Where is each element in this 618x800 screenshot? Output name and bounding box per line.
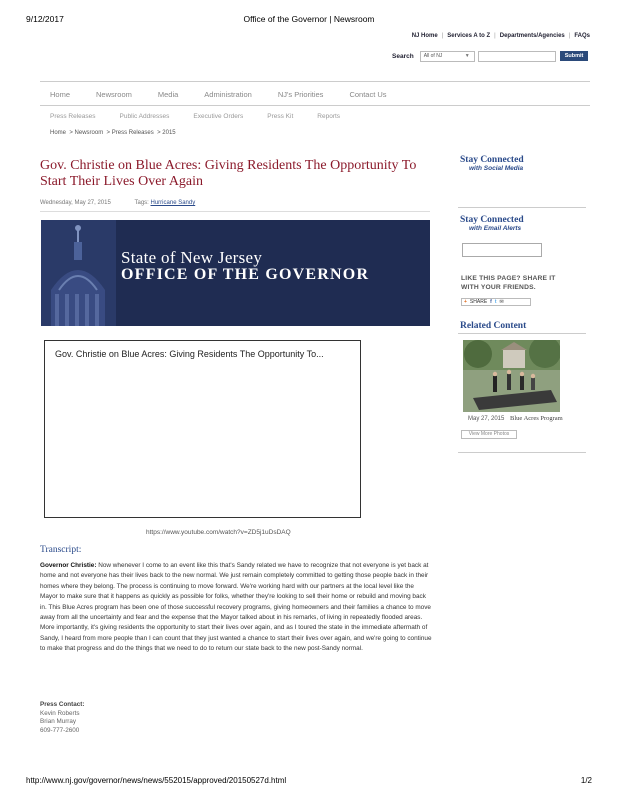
banner-office-name: OFFICE OF THE GOVERNOR xyxy=(121,266,370,283)
breadcrumb-press-releases[interactable]: Press Releases xyxy=(111,130,154,136)
utility-link-faqs[interactable]: FAQs xyxy=(574,33,590,39)
facebook-icon: f xyxy=(490,299,492,305)
breadcrumb-newsroom[interactable]: Newsroom xyxy=(74,130,104,136)
nav-top-divider xyxy=(40,81,590,82)
video-url[interactable]: https://www.youtube.com/watch?v=ZD5j1uDsDAQ xyxy=(146,529,291,536)
utility-link-services[interactable]: Services A to Z xyxy=(447,33,491,39)
share-prompt-line2: WITH YOUR FRIENDS. xyxy=(461,284,536,291)
nav-administration[interactable]: Administration xyxy=(204,90,252,99)
search-submit-button[interactable]: Submit xyxy=(560,51,589,61)
nav-nj-priorities[interactable]: NJ's Priorities xyxy=(277,90,324,99)
share-plus-icon: + xyxy=(464,299,467,305)
chevron-down-icon: ▼ xyxy=(464,52,470,59)
photo-caption xyxy=(468,415,563,422)
search-input[interactable] xyxy=(478,51,556,62)
email-signup-input[interactable] xyxy=(462,243,542,257)
breadcrumb: Home > Newsroom > Press Releases > 2015 xyxy=(50,130,176,136)
search-label: Search xyxy=(392,52,414,60)
nav-contact-us[interactable]: Contact Us xyxy=(349,90,387,99)
print-page-title: Office of the Governor | Newsroom xyxy=(243,14,375,24)
utility-nav: NJ Home | Services A to Z | Departments/Agencies | FAQs xyxy=(411,33,590,39)
social-heading: Stay Connected xyxy=(460,155,524,165)
sidebar-divider xyxy=(458,207,586,208)
utility-link-nj-home[interactable]: NJ Home xyxy=(411,33,438,39)
tag-link-hurricane-sandy[interactable]: Hurricane Sandy xyxy=(150,200,196,206)
search-bar xyxy=(392,50,588,62)
search-scope-value: All of NJ xyxy=(423,52,443,59)
governor-banner xyxy=(41,220,430,326)
article-date: Wednesday, May 27, 2015 xyxy=(40,200,111,206)
share-label: SHARE xyxy=(469,299,488,305)
nav-home[interactable]: Home xyxy=(50,90,71,99)
share-button[interactable] xyxy=(461,298,531,306)
video-embed[interactable] xyxy=(44,340,361,518)
related-divider xyxy=(458,333,586,334)
twitter-icon: t xyxy=(494,299,497,305)
video-title[interactable]: Gov. Christie on Blue Acres: Giving Residents The Opportunity To... xyxy=(55,349,324,359)
press-contact-name: Brian Murray xyxy=(40,718,77,726)
subnav-executive-orders[interactable]: Executive Orders xyxy=(193,113,244,120)
nav-bottom-divider xyxy=(40,105,590,106)
subnav-press-releases[interactable]: Press Releases xyxy=(50,113,96,120)
social-subheading: with Social Media xyxy=(469,165,524,172)
view-more-photos-button[interactable]: View More Photos xyxy=(461,430,517,439)
email-alerts-section xyxy=(460,215,524,232)
sidebar-bottom-divider xyxy=(458,452,586,453)
related-photo[interactable] xyxy=(463,340,560,412)
transcript-body xyxy=(40,561,432,655)
press-contact-name: Kevin Roberts xyxy=(40,709,80,717)
press-contact-phone: 609-777-2600 xyxy=(40,726,80,734)
transcript-heading: Transcript: xyxy=(40,545,82,555)
breadcrumb-home[interactable]: Home xyxy=(50,130,67,136)
photo-title[interactable]: Blue Acres Program xyxy=(510,415,563,422)
breadcrumb-year[interactable]: 2015 xyxy=(162,130,176,136)
nav-newsroom[interactable]: Newsroom xyxy=(96,90,132,99)
search-scope-select[interactable] xyxy=(420,51,475,62)
email-heading: Stay Connected xyxy=(460,215,524,225)
sub-nav xyxy=(50,113,364,120)
share-prompt-line1: LIKE THIS PAGE? SHARE IT xyxy=(461,275,556,282)
press-contact-heading: Press Contact: xyxy=(40,701,85,708)
email-share-icon: ✉ xyxy=(499,299,504,305)
photo-date: May 27, 2015 xyxy=(468,416,505,422)
transcript-speaker: Governor Christie: xyxy=(40,562,97,569)
related-content-heading: Related Content xyxy=(460,321,527,331)
utility-link-departments[interactable]: Departments/Agencies xyxy=(499,33,565,39)
banner-state-name: State of New Jersey xyxy=(121,248,263,267)
capitol-dome-icon xyxy=(41,220,116,326)
transcript-text: Now whenever I come to an event like this that's Sandy related we have to recognize that not everyone is yet back at home and not everyone has their lives back to the new normal. We just remain completely committed to getting those people back in their homes where they belong. The process is continuing to move forward. We're working hard with our partners at the local level like the Mayor to make sure that it happens as quickly as possible for folks, whether they're looking to sell their home or rebuild and moving back in. This Blue Acres program has been one of those successful recovery programs, giving homeowners and their families a chance to move away from all the uncertainty and fear and the expense that the Mayor talked about in his remarks, of living in repeatedly flooded areas. More importantly, it's giving residents the opportunity to start their lives over again, and as I toured the state in the immediate aftermath of Sandy, I heard from more people than I can count that they just wanted a chance to start their lives over again, and we're going to continue to make that progress and do the things that we need to do to return our state back to the new post-Sandy normal. xyxy=(40,562,432,653)
subnav-press-kit[interactable]: Press Kit xyxy=(267,113,294,120)
nav-media[interactable]: Media xyxy=(157,90,179,99)
email-subheading: with Email Alerts xyxy=(469,225,522,232)
page-title: Gov. Christie on Blue Acres: Giving Residents The Opportunity To Start Their Lives Over Again xyxy=(40,158,417,189)
subnav-reports[interactable]: Reports xyxy=(317,113,341,120)
print-date: 9/12/2017 xyxy=(26,14,64,24)
print-header xyxy=(26,14,592,28)
print-url: http://www.nj.gov/governor/news/news/552015/approved/20150527d.html xyxy=(26,776,287,785)
main-nav xyxy=(50,90,413,99)
tags-label: Tags: xyxy=(134,200,149,206)
share-prompt xyxy=(461,274,556,292)
meta-divider xyxy=(40,211,430,212)
social-media-section xyxy=(460,155,524,172)
subnav-public-addresses[interactable]: Public Addresses xyxy=(119,113,170,120)
article-meta xyxy=(40,200,195,206)
print-page-number: 1/2 xyxy=(580,776,592,785)
press-contact xyxy=(40,701,84,735)
